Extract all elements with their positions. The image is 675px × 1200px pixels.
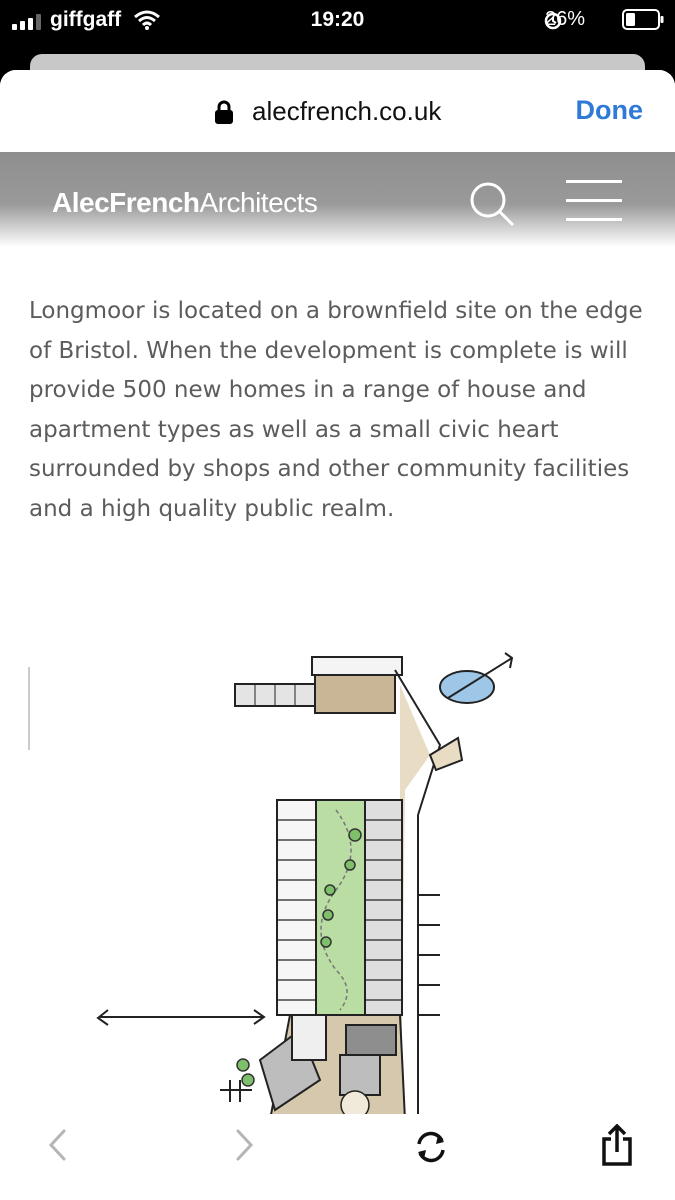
- logo-light: Architects: [199, 187, 318, 218]
- project-description: Longmoor is located on a brownfield site on the edge of Bristol. When the development is complete is will provide 500 new homes in a range of house and apartment types as well as a small civic heart surrounded by shops and other community facilities and a high quality public realm.: [29, 298, 643, 522]
- reload-icon[interactable]: [412, 1130, 450, 1164]
- clock: 19:20: [310, 8, 365, 31]
- site-logo[interactable]: [52, 187, 317, 219]
- browser-toolbar: [0, 1114, 675, 1200]
- back-arrow-icon[interactable]: [46, 1128, 68, 1162]
- url-text[interactable]: alecfrench.co.uk: [252, 96, 442, 126]
- url-bar: [0, 70, 675, 152]
- search-icon[interactable]: [468, 180, 516, 228]
- share-icon[interactable]: [600, 1124, 634, 1166]
- status-bar: [0, 0, 675, 50]
- logo-bold: AlecFrench: [52, 187, 200, 218]
- done-button[interactable]: Done: [575, 95, 643, 125]
- lock-icon: [215, 100, 233, 124]
- forward-arrow-icon[interactable]: [234, 1128, 256, 1162]
- battery-icon: [622, 9, 664, 30]
- site-header: [0, 152, 675, 247]
- hamburger-menu-icon[interactable]: [566, 180, 622, 222]
- carrier-name: giffgaff: [50, 8, 122, 31]
- site-plan-sketch: [0, 650, 675, 1120]
- browser-sheet: [0, 70, 675, 1200]
- battery-percent: 26%: [544, 8, 585, 30]
